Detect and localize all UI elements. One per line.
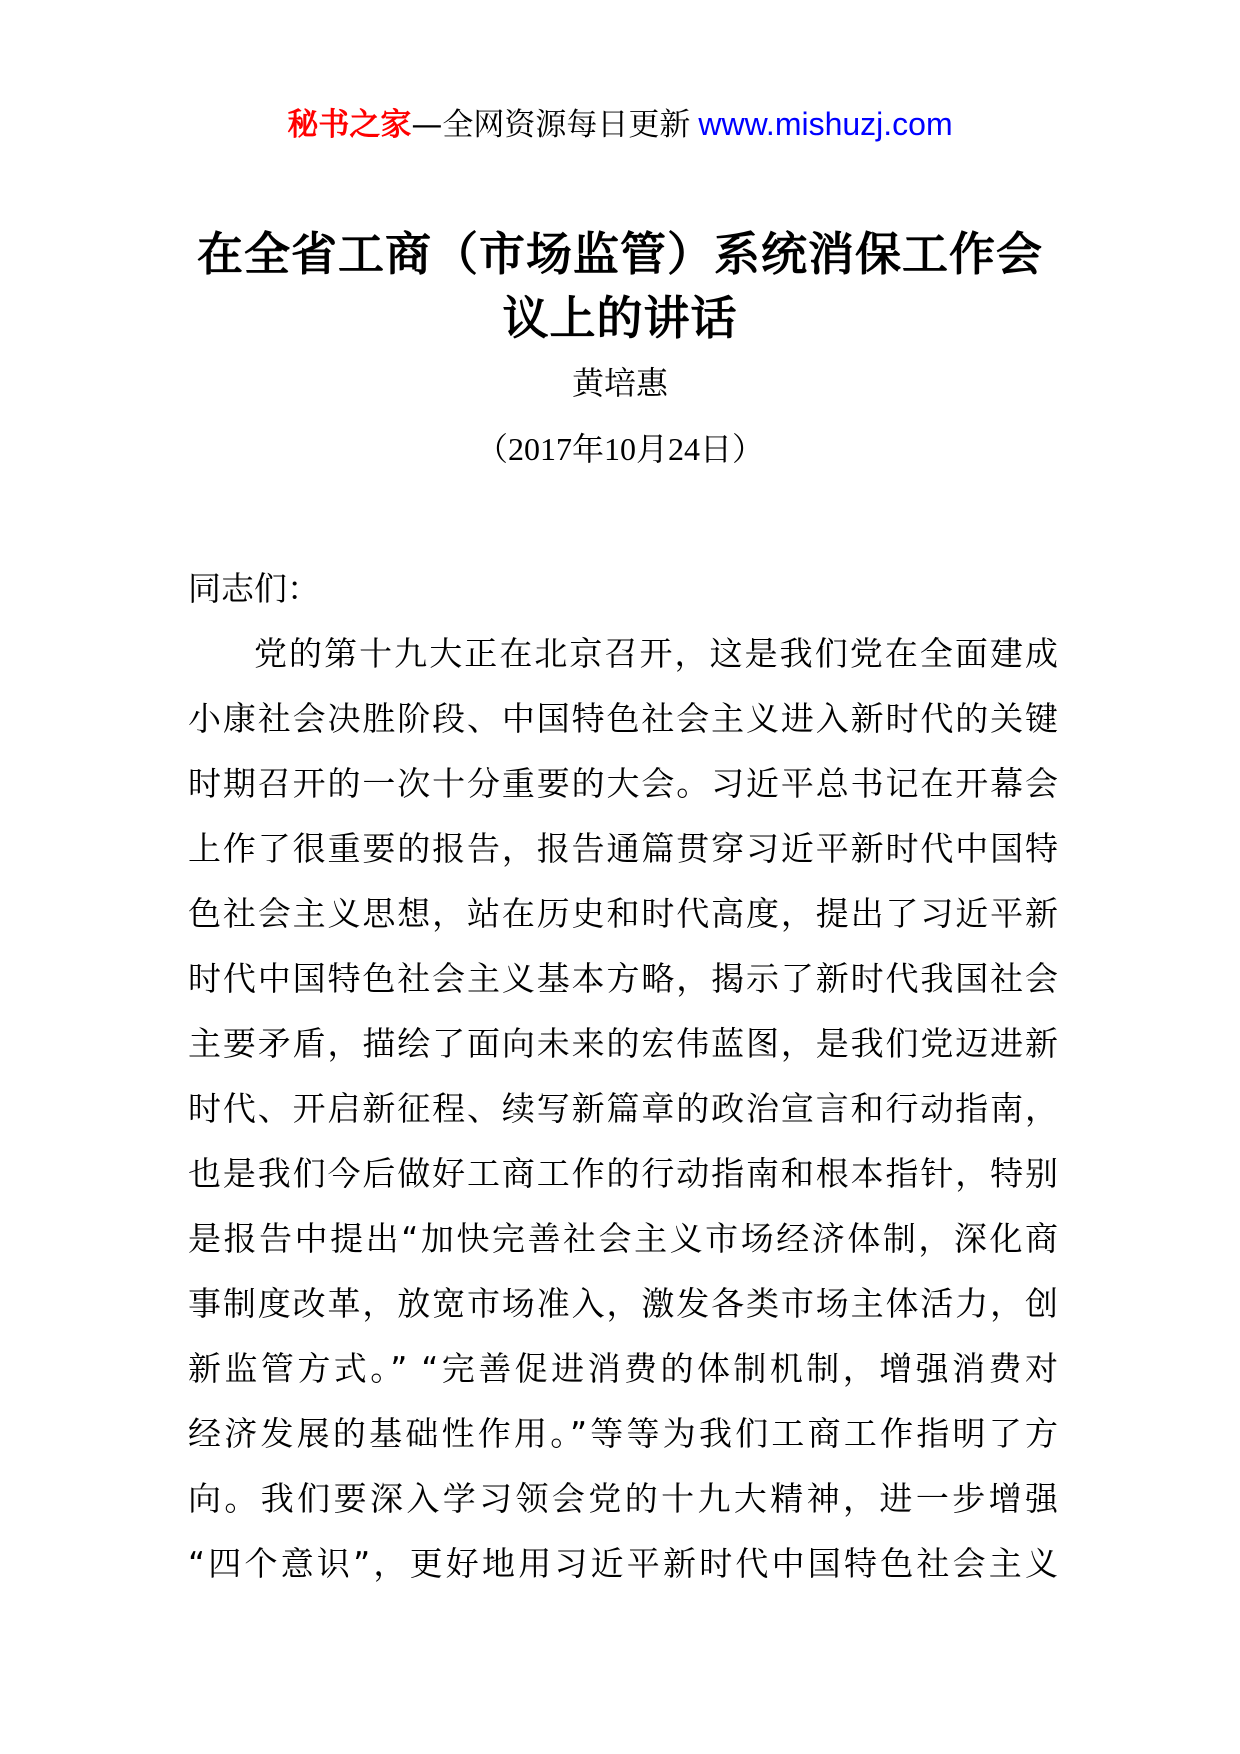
body-line: 新监管方式。” “完善促进消费的体制机制，增强消费对 xyxy=(188,1349,1058,1388)
body-line: 经济发展的基础性作用。”等等为我们工商工作指明了方 xyxy=(188,1414,1058,1453)
body-line: 是报告中提出“加快完善社会主义市场经济体制，深化商 xyxy=(188,1219,1058,1258)
document-title xyxy=(160,222,1080,350)
body-line: 色社会主义思想，站在历史和时代高度，提出了习近平新 xyxy=(188,894,1058,933)
salutation: 同志们： xyxy=(188,569,320,608)
body-line: 时代、开启新征程、续写新篇章的政治宣言和行动指南， xyxy=(188,1089,1058,1128)
author-name: 黄培惠 xyxy=(571,364,668,402)
body-line: 党的第十九大正在北京召开，这是我们党在全面建成 xyxy=(254,634,1058,673)
body-line: 事制度改革，放宽市场准入，激发各类市场主体活力，创 xyxy=(188,1284,1058,1323)
body-line: “四个意识”，更好地用习近平新时代中国特色社会主义 xyxy=(188,1544,1058,1583)
body-line: 向。我们要深入学习领会党的十九大精神，进一步增强 xyxy=(188,1479,1058,1518)
site-banner xyxy=(0,100,1240,149)
speech-body xyxy=(188,556,1058,1596)
body-line: 时期召开的一次十分重要的大会。习近平总书记在开幕会 xyxy=(188,764,1058,803)
body-line: 也是我们今后做好工商工作的行动指南和根本指针，特别 xyxy=(188,1154,1058,1193)
title-line-2: 议上的讲话 xyxy=(502,291,738,345)
site-url-link[interactable]: www.mishuzj.com xyxy=(698,106,953,142)
title-line-1: 在全省工商（市场监管）系统消保工作会 xyxy=(197,227,1043,281)
brand-name: 秘书之家 xyxy=(287,107,412,143)
brand-tagline: —全网资源每日更新 xyxy=(411,107,691,143)
body-line: 时代中国特色社会主义基本方略，揭示了新时代我国社会 xyxy=(188,959,1058,998)
body-line: 上作了很重要的报告，报告通篇贯穿习近平新时代中国特 xyxy=(188,829,1058,868)
body-line: 主要矛盾，描绘了面向未来的宏伟蓝图，是我们党迈进新 xyxy=(188,1024,1058,1063)
body-line: 小康社会决胜阶段、中国特色社会主义进入新时代的关键 xyxy=(188,699,1058,738)
speech-date: （2017年10月24日） xyxy=(475,431,764,467)
